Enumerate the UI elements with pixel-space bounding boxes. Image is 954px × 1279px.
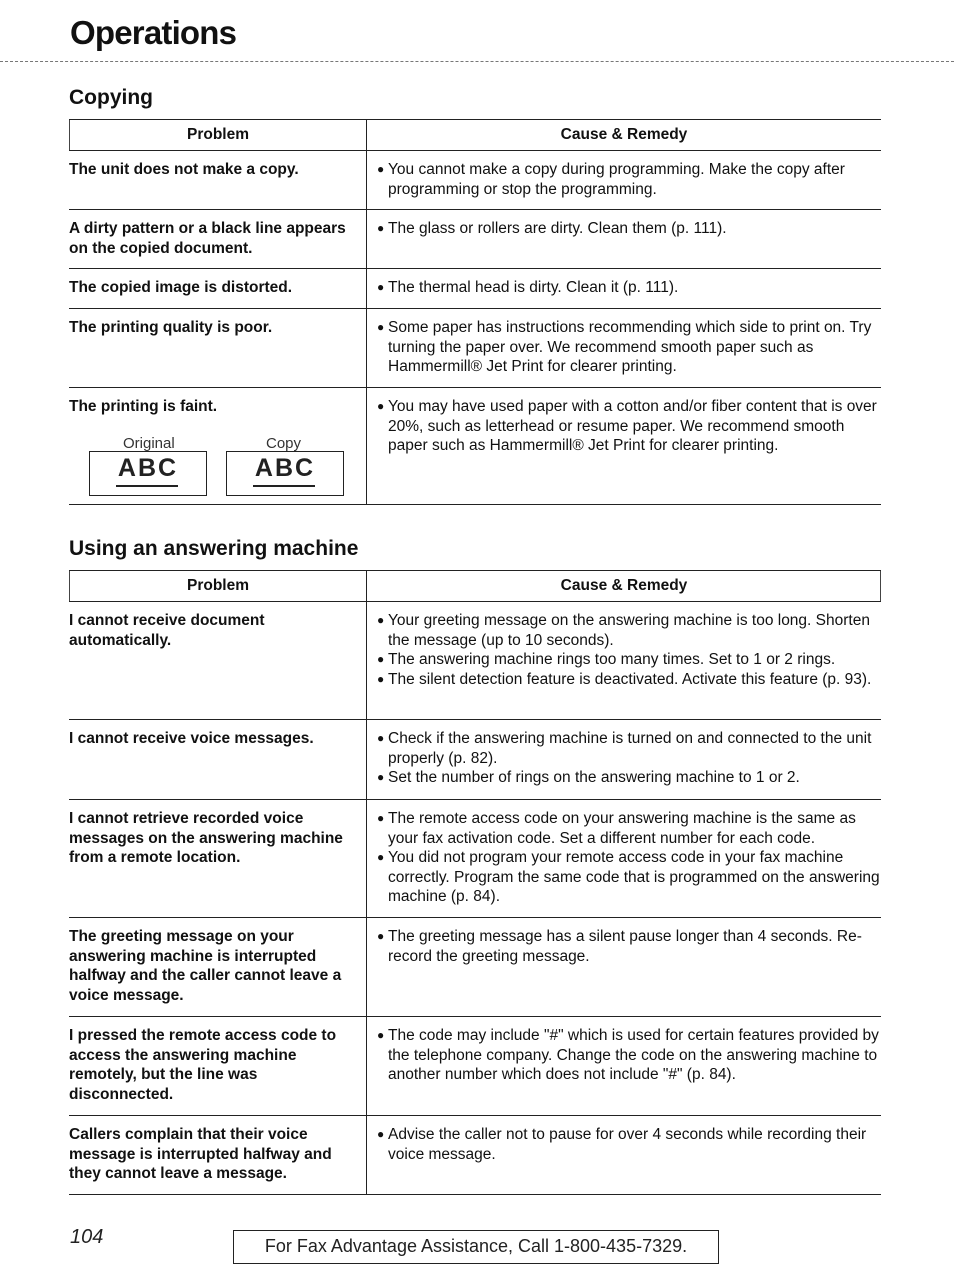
table-row <box>69 918 881 1017</box>
bullet-icon: ● <box>377 811 385 825</box>
header-problem: Problem <box>186 577 249 594</box>
cause-list <box>377 927 881 966</box>
copying-table-header <box>69 119 881 151</box>
cause-item <box>377 809 881 848</box>
cause-list <box>377 318 881 377</box>
cause-text: You may have used paper with a cotton and/or fiber content that is over 20%, such as letterhead or resume paper. We recommend smooth paper such as Hammermill® Jet Print for clearer printing. <box>388 398 877 455</box>
cause-list <box>377 1026 881 1085</box>
cause-text: Advise the caller not to pause for over 4 seconds while recording their voice message. <box>388 1126 867 1163</box>
bullet-icon: ● <box>377 929 385 943</box>
cause-text: Check if the answering machine is turned on and connected to the unit properly (p. 82). <box>388 730 872 767</box>
bullet-icon: ● <box>377 613 385 627</box>
cause-list <box>377 160 881 199</box>
cause-text: You cannot make a copy during programming. Make the copy after programming or stop the programming. <box>388 161 845 198</box>
cause-item <box>377 278 881 298</box>
bullet-icon: ● <box>377 850 385 865</box>
sample-text: ABC <box>117 454 179 482</box>
answering-table-header <box>69 570 881 602</box>
cause-text: The answering machine rings too many times. Set to 1 or 2 rings. <box>388 651 836 669</box>
column-divider <box>366 1116 367 1194</box>
cause-list <box>377 219 881 239</box>
bullet-icon: ● <box>377 320 385 334</box>
copy-sample-image <box>226 451 344 496</box>
bullet-icon: ● <box>377 770 385 785</box>
cause-item <box>377 927 881 966</box>
table-row <box>69 602 881 720</box>
table-row <box>69 720 881 800</box>
column-divider <box>366 602 367 719</box>
copying-heading: Copying <box>69 86 153 109</box>
column-divider <box>366 269 367 308</box>
bullet-icon: ● <box>377 1127 385 1141</box>
original-label: Original <box>123 435 175 452</box>
problem-text: Callers complain that their voice message is interrupted halfway and they cannot leave a message. <box>69 1126 332 1183</box>
column-divider <box>366 1017 367 1115</box>
cause-item <box>377 318 881 377</box>
problem-text: The unit does not make a copy. <box>69 161 299 178</box>
sample-underline <box>116 485 178 487</box>
cause-item <box>377 1026 881 1085</box>
cause-text: You did not program your remote access code in your fax machine correctly. Program the same code that is programmed on the answering machine (p. 84). <box>388 849 880 906</box>
cause-item <box>377 650 881 670</box>
cause-item <box>377 611 881 650</box>
answering-heading: Using an answering machine <box>69 537 359 560</box>
cause-text: The glass or rollers are dirty. Clean them (p. 111). <box>388 220 727 237</box>
cause-item <box>377 219 881 239</box>
cause-text: The silent detection feature is deactivated. Activate this feature (p. 93). <box>388 670 872 688</box>
problem-text: The greeting message on your answering machine is interrupted halfway and the caller cannot leave a voice message. <box>69 928 342 1004</box>
bullet-icon: ● <box>377 399 385 413</box>
table-row <box>69 210 881 269</box>
original-sample-image <box>89 451 207 496</box>
cause-list <box>377 397 881 456</box>
column-divider <box>366 309 367 387</box>
table-row <box>69 151 881 210</box>
copying-table <box>69 119 881 505</box>
problem-text: The printing quality is poor. <box>69 319 273 336</box>
table-row <box>69 1116 881 1195</box>
cause-text: Some paper has instructions recommending which side to print on. Try turning the paper over. We recommend smooth paper such as Hammermill® Jet Print for clearer printing. <box>388 319 872 376</box>
bullet-icon: ● <box>377 652 385 667</box>
cause-list <box>377 611 881 689</box>
problem-text: A dirty pattern or a black line appears on the copied document. <box>69 220 346 257</box>
sample-text: ABC <box>254 454 316 482</box>
cause-list <box>377 278 881 298</box>
cause-item <box>377 848 881 907</box>
column-divider <box>366 388 367 504</box>
cause-text: The code may include "#" which is used for certain features provided by the telephone company. Change the code on the answering machine to another number which does not include "#" (p. 84). <box>388 1027 879 1084</box>
table-row <box>69 269 881 309</box>
bullet-icon: ● <box>377 280 385 294</box>
table-row <box>69 1017 881 1116</box>
cause-item <box>377 670 881 690</box>
cause-item <box>377 160 881 199</box>
cause-text: The remote access code on your answering machine is the same as your fax activation code. Set a different number for each code. <box>388 810 856 847</box>
bullet-icon: ● <box>377 221 385 235</box>
sample-underline <box>253 485 315 487</box>
table-row <box>69 800 881 918</box>
column-divider <box>366 151 367 209</box>
cause-item <box>377 729 881 768</box>
problem-text: I cannot receive document automatically. <box>69 612 265 649</box>
column-divider <box>366 720 367 799</box>
cause-list <box>377 809 881 907</box>
cause-text: Set the number of rings on the answering machine to 1 or 2. <box>388 769 800 787</box>
bullet-icon: ● <box>377 1028 385 1042</box>
page-number: 104 <box>70 1226 104 1248</box>
cause-text: The greeting message has a silent pause longer than 4 seconds. Re-record the greeting message. <box>388 928 862 965</box>
bullet-icon: ● <box>377 731 385 745</box>
cause-item <box>377 1125 881 1164</box>
footer-assistance-notice: For Fax Advantage Assistance, Call 1-800-435-7329. <box>233 1230 719 1264</box>
problem-text: I cannot retrieve recorded voice messages on the answering machine from a remote location. <box>69 810 343 867</box>
page-title: Operations <box>70 14 237 51</box>
header-cause-remedy: Cause & Remedy <box>560 126 688 143</box>
column-divider <box>366 800 367 917</box>
answering-table <box>69 570 881 1195</box>
header-cause-remedy: Cause & Remedy <box>560 577 688 594</box>
cause-item <box>377 768 881 788</box>
problem-text: The printing is faint. <box>69 398 218 415</box>
column-divider <box>366 918 367 1016</box>
problem-text: I pressed the remote access code to access the answering machine remotely, but the line was disconnected. <box>69 1027 337 1103</box>
column-divider <box>366 210 367 268</box>
bullet-icon: ● <box>377 671 385 686</box>
copy-label: Copy <box>266 435 302 452</box>
title-divider <box>0 61 954 62</box>
problem-text: The copied image is distorted. <box>69 279 293 296</box>
cause-item <box>377 397 881 456</box>
problem-text: I cannot receive voice messages. <box>69 730 314 747</box>
cause-list <box>377 729 881 788</box>
header-problem: Problem <box>186 126 249 143</box>
cause-list <box>377 1125 881 1164</box>
table-row <box>69 388 881 505</box>
cause-text: The thermal head is dirty. Clean it (p. 111). <box>388 279 679 296</box>
cause-text: Your greeting message on the answering machine is too long. Shorten the message (up to 10 seconds). <box>388 612 870 649</box>
bullet-icon: ● <box>377 162 385 176</box>
table-row <box>69 309 881 388</box>
